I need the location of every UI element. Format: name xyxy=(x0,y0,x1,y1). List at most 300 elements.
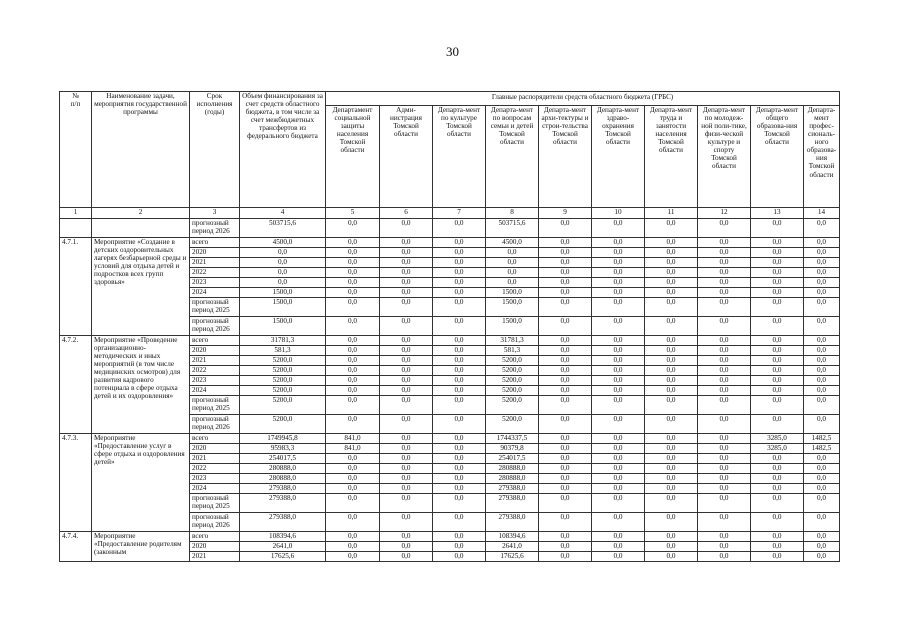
department-value-cell: 1500,0 xyxy=(486,298,539,317)
department-value-cell: 0,0 xyxy=(698,317,751,336)
department-value-cell: 0,0 xyxy=(433,366,486,376)
department-value-cell: 0,0 xyxy=(645,248,698,258)
department-value-cell: 0,0 xyxy=(539,258,592,268)
department-value-cell: 0,0 xyxy=(433,356,486,366)
department-value-cell: 0,0 xyxy=(380,258,433,268)
department-value-cell: 0,0 xyxy=(326,248,380,258)
department-value-cell: 0,0 xyxy=(804,336,840,346)
column-number: 8 xyxy=(486,208,539,219)
row-number: 4.7.3. xyxy=(60,434,92,532)
term-cell: прогнозный период 2026 xyxy=(190,219,240,238)
department-value-cell: 0,0 xyxy=(380,248,433,258)
department-value-cell: 280888,0 xyxy=(486,474,539,484)
department-value-cell: 0,0 xyxy=(645,376,698,386)
volume-cell: 17625,6 xyxy=(240,552,326,562)
department-value-cell: 0,0 xyxy=(751,552,804,562)
department-value-cell: 0,0 xyxy=(804,317,840,336)
department-value-cell: 0,0 xyxy=(592,376,645,386)
volume-cell: 2641,0 xyxy=(240,542,326,552)
department-value-cell: 0,0 xyxy=(380,278,433,288)
department-value-cell: 0,0 xyxy=(380,532,433,542)
department-value-cell: 0,0 xyxy=(592,219,645,238)
row-number: 4.7.1. xyxy=(60,238,92,336)
department-value-cell: 0,0 xyxy=(698,278,751,288)
department-value-cell: 3285,0 xyxy=(751,444,804,454)
department-value-cell: 0,0 xyxy=(804,454,840,464)
department-value-cell: 0,0 xyxy=(751,474,804,484)
department-value-cell: 0,0 xyxy=(804,474,840,484)
term-cell: прогнозный период 2026 xyxy=(190,513,240,532)
department-value-cell: 0,0 xyxy=(698,444,751,454)
header-no: № п/п xyxy=(60,92,92,208)
department-value-cell: 0,0 xyxy=(698,513,751,532)
department-value-cell: 0,0 xyxy=(539,317,592,336)
department-value-cell: 0,0 xyxy=(592,513,645,532)
term-cell: прогнозный период 2026 xyxy=(190,317,240,336)
department-value-cell: 0,0 xyxy=(698,532,751,542)
activity-name: Мероприятие «Создание в детских оздоровительных лагерях безбарьерной среды и условий для отдыха детей и подростков всех групп здоровья» xyxy=(92,238,190,336)
department-value-cell: 0,0 xyxy=(804,532,840,542)
department-value-cell: 0,0 xyxy=(380,386,433,396)
department-value-cell: 0,0 xyxy=(380,464,433,474)
department-value-cell: 0,0 xyxy=(698,366,751,376)
department-value-cell: 0,0 xyxy=(804,542,840,552)
column-number: 1 xyxy=(60,208,92,219)
volume-cell: 280888,0 xyxy=(240,474,326,484)
department-value-cell: 0,0 xyxy=(698,464,751,474)
column-number: 7 xyxy=(433,208,486,219)
department-value-cell: 0,0 xyxy=(645,484,698,494)
department-value-cell: 0,0 xyxy=(698,248,751,258)
department-value-cell: 0,0 xyxy=(539,474,592,484)
department-value-cell: 0,0 xyxy=(645,317,698,336)
department-value-cell: 0,0 xyxy=(645,532,698,542)
department-value-cell: 0,0 xyxy=(433,376,486,386)
department-value-cell: 0,0 xyxy=(698,542,751,552)
department-value-cell: 0,0 xyxy=(433,298,486,317)
department-value-cell: 0,0 xyxy=(698,484,751,494)
department-value-cell: 0,0 xyxy=(751,238,804,248)
department-value-cell: 0,0 xyxy=(751,258,804,268)
department-value-cell: 0,0 xyxy=(433,474,486,484)
department-value-cell: 0,0 xyxy=(592,268,645,278)
department-value-cell: 0,0 xyxy=(433,464,486,474)
department-value-cell: 1482,5 xyxy=(804,444,840,454)
term-cell: 2024 xyxy=(190,386,240,396)
department-value-cell: 0,0 xyxy=(592,552,645,562)
budget-table xyxy=(59,91,840,562)
department-value-cell: 0,0 xyxy=(645,386,698,396)
term-cell: всего xyxy=(190,336,240,346)
term-cell: 2024 xyxy=(190,484,240,494)
department-value-cell: 841,0 xyxy=(326,434,380,444)
header-term: Срок исполнения (годы) xyxy=(190,92,240,208)
department-value-cell: 90379,8 xyxy=(486,444,539,454)
department-value-cell: 0,0 xyxy=(433,238,486,248)
department-value-cell: 0,0 xyxy=(751,532,804,542)
department-value-cell: 0,0 xyxy=(433,484,486,494)
department-value-cell: 0,0 xyxy=(592,298,645,317)
department-value-cell: 0,0 xyxy=(645,474,698,484)
column-number: 12 xyxy=(698,208,751,219)
column-number: 11 xyxy=(645,208,698,219)
department-value-cell: 0,0 xyxy=(751,415,804,434)
department-value-cell: 254017,5 xyxy=(486,454,539,464)
department-value-cell: 581,3 xyxy=(486,346,539,356)
term-cell: прогнозный период 2025 xyxy=(190,396,240,415)
department-value-cell: 0,0 xyxy=(751,366,804,376)
department-value-cell: 0,0 xyxy=(751,278,804,288)
department-value-cell: 0,0 xyxy=(698,356,751,366)
department-value-cell: 0,0 xyxy=(326,464,380,474)
department-value-cell: 0,0 xyxy=(645,552,698,562)
department-value-cell: 0,0 xyxy=(804,366,840,376)
department-value-cell: 0,0 xyxy=(486,268,539,278)
term-cell: 2021 xyxy=(190,552,240,562)
department-value-cell: 280888,0 xyxy=(486,464,539,474)
table-row xyxy=(60,336,840,346)
department-value-cell: 0,0 xyxy=(326,278,380,288)
department-value-cell: 31781,3 xyxy=(486,336,539,346)
term-cell: 2023 xyxy=(190,376,240,386)
department-value-cell: 0,0 xyxy=(804,396,840,415)
volume-cell: 108394,6 xyxy=(240,532,326,542)
term-cell: 2020 xyxy=(190,346,240,356)
department-value-cell: 0,0 xyxy=(539,415,592,434)
header-department: Департа-мент по вопросам семьи и детей Томской области xyxy=(486,106,539,208)
term-cell: 2023 xyxy=(190,474,240,484)
column-number: 3 xyxy=(190,208,240,219)
department-value-cell: 0,0 xyxy=(380,415,433,434)
department-value-cell: 0,0 xyxy=(380,552,433,562)
department-value-cell: 0,0 xyxy=(433,386,486,396)
department-value-cell: 0,0 xyxy=(592,288,645,298)
department-value-cell: 0,0 xyxy=(804,346,840,356)
department-value-cell: 0,0 xyxy=(433,219,486,238)
department-value-cell: 0,0 xyxy=(592,494,645,513)
department-value-cell: 0,0 xyxy=(433,258,486,268)
department-value-cell: 0,0 xyxy=(698,346,751,356)
department-value-cell: 0,0 xyxy=(539,444,592,454)
department-value-cell: 0,0 xyxy=(539,552,592,562)
department-value-cell: 0,0 xyxy=(380,356,433,366)
department-value-cell: 0,0 xyxy=(433,278,486,288)
volume-cell: 0,0 xyxy=(240,268,326,278)
department-value-cell: 0,0 xyxy=(751,356,804,366)
department-value-cell: 0,0 xyxy=(539,248,592,258)
department-value-cell: 1500,0 xyxy=(486,288,539,298)
department-value-cell: 0,0 xyxy=(433,494,486,513)
column-number: 14 xyxy=(804,208,840,219)
department-value-cell: 0,0 xyxy=(698,376,751,386)
volume-cell: 0,0 xyxy=(240,248,326,258)
department-value-cell: 0,0 xyxy=(539,454,592,464)
department-value-cell: 0,0 xyxy=(698,454,751,464)
department-value-cell: 0,0 xyxy=(751,317,804,336)
term-cell: 2022 xyxy=(190,268,240,278)
term-cell: 2020 xyxy=(190,542,240,552)
table-row xyxy=(60,532,840,542)
department-value-cell: 0,0 xyxy=(380,219,433,238)
department-value-cell: 0,0 xyxy=(433,454,486,464)
volume-cell: 1500,0 xyxy=(240,317,326,336)
department-value-cell: 0,0 xyxy=(645,494,698,513)
department-value-cell: 0,0 xyxy=(698,268,751,278)
department-value-cell: 0,0 xyxy=(698,238,751,248)
department-value-cell: 841,0 xyxy=(326,444,380,454)
volume-cell: 5200,0 xyxy=(240,386,326,396)
department-value-cell: 0,0 xyxy=(592,248,645,258)
department-value-cell: 0,0 xyxy=(326,474,380,484)
department-value-cell: 0,0 xyxy=(698,415,751,434)
department-value-cell: 0,0 xyxy=(751,346,804,356)
department-value-cell: 0,0 xyxy=(751,542,804,552)
department-value-cell: 0,0 xyxy=(645,513,698,532)
header-volume: Объем финансирования за счет средств областного бюджета, в том числе за счет межбюджетных трансфертов из федерального бюджета xyxy=(240,92,326,208)
department-value-cell: 0,0 xyxy=(592,278,645,288)
department-value-cell: 5200,0 xyxy=(486,366,539,376)
volume-cell: 5200,0 xyxy=(240,366,326,376)
department-value-cell: 279388,0 xyxy=(486,484,539,494)
department-value-cell: 0,0 xyxy=(804,484,840,494)
department-value-cell: 108394,6 xyxy=(486,532,539,542)
department-value-cell: 0,0 xyxy=(645,396,698,415)
department-value-cell: 0,0 xyxy=(592,464,645,474)
volume-cell: 279388,0 xyxy=(240,484,326,494)
department-value-cell: 0,0 xyxy=(698,494,751,513)
volume-cell: 5200,0 xyxy=(240,396,326,415)
term-cell: прогнозный период 2025 xyxy=(190,298,240,317)
department-value-cell: 503715,6 xyxy=(486,219,539,238)
department-value-cell: 0,0 xyxy=(645,366,698,376)
volume-cell: 279388,0 xyxy=(240,513,326,532)
department-value-cell: 0,0 xyxy=(804,248,840,258)
department-value-cell: 0,0 xyxy=(645,258,698,268)
department-value-cell: 0,0 xyxy=(539,386,592,396)
department-value-cell: 0,0 xyxy=(645,464,698,474)
department-value-cell: 0,0 xyxy=(592,238,645,248)
department-value-cell: 0,0 xyxy=(486,248,539,258)
department-value-cell: 0,0 xyxy=(380,494,433,513)
department-value-cell: 2641,0 xyxy=(486,542,539,552)
department-value-cell: 0,0 xyxy=(751,513,804,532)
header-department: Департамент социальной защиты населения Томской области xyxy=(326,106,380,208)
department-value-cell: 279388,0 xyxy=(486,513,539,532)
department-value-cell: 5200,0 xyxy=(486,415,539,434)
department-value-cell: 1482,5 xyxy=(804,434,840,444)
department-value-cell: 1744337,5 xyxy=(486,434,539,444)
table-row xyxy=(60,219,840,238)
volume-cell: 5200,0 xyxy=(240,415,326,434)
department-value-cell: 0,0 xyxy=(433,513,486,532)
volume-cell: 279388,0 xyxy=(240,494,326,513)
department-value-cell: 0,0 xyxy=(698,396,751,415)
department-value-cell: 0,0 xyxy=(326,542,380,552)
department-value-cell: 0,0 xyxy=(645,219,698,238)
department-value-cell: 0,0 xyxy=(326,219,380,238)
department-value-cell: 0,0 xyxy=(751,386,804,396)
department-value-cell: 0,0 xyxy=(326,415,380,434)
department-value-cell: 0,0 xyxy=(539,396,592,415)
department-value-cell: 0,0 xyxy=(592,444,645,454)
department-value-cell: 0,0 xyxy=(804,415,840,434)
department-value-cell: 0,0 xyxy=(433,248,486,258)
department-value-cell: 0,0 xyxy=(380,444,433,454)
volume-cell: 5200,0 xyxy=(240,356,326,366)
department-value-cell: 0,0 xyxy=(326,484,380,494)
department-value-cell: 0,0 xyxy=(326,552,380,562)
department-value-cell: 5200,0 xyxy=(486,356,539,366)
department-value-cell: 0,0 xyxy=(326,298,380,317)
department-value-cell: 0,0 xyxy=(539,356,592,366)
department-value-cell: 0,0 xyxy=(804,258,840,268)
department-value-cell: 0,0 xyxy=(326,386,380,396)
department-value-cell: 0,0 xyxy=(698,219,751,238)
department-value-cell: 0,0 xyxy=(645,415,698,434)
department-value-cell: 17625,6 xyxy=(486,552,539,562)
department-value-cell: 0,0 xyxy=(539,298,592,317)
department-value-cell: 0,0 xyxy=(751,464,804,474)
term-cell: прогнозный период 2026 xyxy=(190,415,240,434)
department-value-cell: 0,0 xyxy=(592,366,645,376)
department-value-cell: 0,0 xyxy=(804,513,840,532)
row-number: 4.7.4. xyxy=(60,532,92,562)
department-value-cell: 0,0 xyxy=(539,542,592,552)
department-value-cell: 0,0 xyxy=(433,336,486,346)
department-value-cell: 0,0 xyxy=(326,317,380,336)
department-value-cell: 0,0 xyxy=(326,346,380,356)
department-value-cell: 0,0 xyxy=(698,552,751,562)
department-value-cell: 0,0 xyxy=(539,238,592,248)
department-value-cell: 3285,0 xyxy=(751,434,804,444)
department-value-cell: 1500,0 xyxy=(486,317,539,336)
column-number: 9 xyxy=(539,208,592,219)
activity-name: Мероприятие «Предоставление услуг в сфере отдыха и оздоровления детей» xyxy=(92,434,190,532)
column-number: 4 xyxy=(240,208,326,219)
term-cell: всего xyxy=(190,532,240,542)
department-value-cell: 0,0 xyxy=(592,258,645,268)
department-value-cell: 0,0 xyxy=(539,494,592,513)
department-value-cell: 0,0 xyxy=(326,366,380,376)
department-value-cell: 0,0 xyxy=(645,298,698,317)
department-value-cell: 0,0 xyxy=(539,268,592,278)
department-value-cell: 4500,0 xyxy=(486,238,539,248)
department-value-cell: 0,0 xyxy=(433,444,486,454)
department-value-cell: 0,0 xyxy=(539,464,592,474)
department-value-cell: 0,0 xyxy=(645,238,698,248)
department-value-cell: 0,0 xyxy=(380,268,433,278)
department-value-cell: 0,0 xyxy=(592,396,645,415)
column-number: 10 xyxy=(592,208,645,219)
department-value-cell: 0,0 xyxy=(539,532,592,542)
department-value-cell: 0,0 xyxy=(539,278,592,288)
header-department: Департа-мент архи-тектуры и строи-тельства Томской области xyxy=(539,106,592,208)
department-value-cell: 0,0 xyxy=(539,219,592,238)
term-cell: 2022 xyxy=(190,366,240,376)
department-value-cell: 0,0 xyxy=(645,356,698,366)
volume-cell: 4500,0 xyxy=(240,238,326,248)
department-value-cell: 0,0 xyxy=(751,396,804,415)
department-value-cell: 0,0 xyxy=(804,494,840,513)
department-value-cell: 0,0 xyxy=(645,268,698,278)
department-value-cell: 0,0 xyxy=(592,346,645,356)
department-value-cell: 0,0 xyxy=(645,346,698,356)
volume-cell: 5200,0 xyxy=(240,376,326,386)
department-value-cell: 0,0 xyxy=(698,258,751,268)
department-value-cell: 0,0 xyxy=(539,434,592,444)
department-value-cell: 0,0 xyxy=(539,346,592,356)
department-value-cell: 0,0 xyxy=(326,376,380,386)
department-value-cell: 0,0 xyxy=(751,376,804,386)
term-cell: 2021 xyxy=(190,454,240,464)
department-value-cell: 0,0 xyxy=(433,396,486,415)
department-value-cell: 0,0 xyxy=(326,356,380,366)
department-value-cell: 0,0 xyxy=(326,396,380,415)
department-value-cell: 0,0 xyxy=(433,434,486,444)
volume-cell: 0,0 xyxy=(240,278,326,288)
department-value-cell: 0,0 xyxy=(380,288,433,298)
department-value-cell: 0,0 xyxy=(645,278,698,288)
term-cell: 2020 xyxy=(190,444,240,454)
department-value-cell: 0,0 xyxy=(433,346,486,356)
department-value-cell: 0,0 xyxy=(380,336,433,346)
row-number xyxy=(60,219,92,238)
department-value-cell: 0,0 xyxy=(592,532,645,542)
department-value-cell: 0,0 xyxy=(592,434,645,444)
department-value-cell: 0,0 xyxy=(380,298,433,317)
department-value-cell: 0,0 xyxy=(326,494,380,513)
department-value-cell: 0,0 xyxy=(751,336,804,346)
header-name: Наименование задачи, мероприятия государственной программы xyxy=(92,92,190,208)
department-value-cell: 0,0 xyxy=(645,434,698,444)
department-value-cell: 0,0 xyxy=(539,376,592,386)
volume-cell: 503715,6 xyxy=(240,219,326,238)
department-value-cell: 0,0 xyxy=(326,268,380,278)
department-value-cell: 0,0 xyxy=(751,219,804,238)
activity-name xyxy=(92,219,190,238)
column-number: 2 xyxy=(92,208,190,219)
department-value-cell: 0,0 xyxy=(592,336,645,346)
department-value-cell: 5200,0 xyxy=(486,376,539,386)
term-cell: прогнозный период 2025 xyxy=(190,494,240,513)
department-value-cell: 0,0 xyxy=(380,376,433,386)
department-value-cell: 0,0 xyxy=(751,298,804,317)
department-value-cell: 0,0 xyxy=(433,552,486,562)
department-value-cell: 0,0 xyxy=(698,336,751,346)
header-department: Департа-мент труда и занятости населения Томской области xyxy=(645,106,698,208)
department-value-cell: 0,0 xyxy=(698,288,751,298)
term-cell: 2023 xyxy=(190,278,240,288)
department-value-cell: 0,0 xyxy=(751,288,804,298)
department-value-cell: 0,0 xyxy=(380,542,433,552)
department-value-cell: 0,0 xyxy=(539,513,592,532)
volume-cell: 280888,0 xyxy=(240,464,326,474)
volume-cell: 254017,5 xyxy=(240,454,326,464)
department-value-cell: 0,0 xyxy=(804,238,840,248)
header-department: Департа-мент профес-сиональ-ного образова-ния Томской области xyxy=(804,106,840,208)
department-value-cell: 0,0 xyxy=(380,484,433,494)
department-value-cell: 0,0 xyxy=(433,317,486,336)
term-cell: 2024 xyxy=(190,288,240,298)
volume-cell: 95983,3 xyxy=(240,444,326,454)
department-value-cell: 0,0 xyxy=(751,454,804,464)
term-cell: всего xyxy=(190,238,240,248)
term-cell: 2022 xyxy=(190,464,240,474)
term-cell: 2021 xyxy=(190,258,240,268)
department-value-cell: 0,0 xyxy=(592,454,645,464)
department-value-cell: 0,0 xyxy=(380,454,433,464)
term-cell: 2021 xyxy=(190,356,240,366)
